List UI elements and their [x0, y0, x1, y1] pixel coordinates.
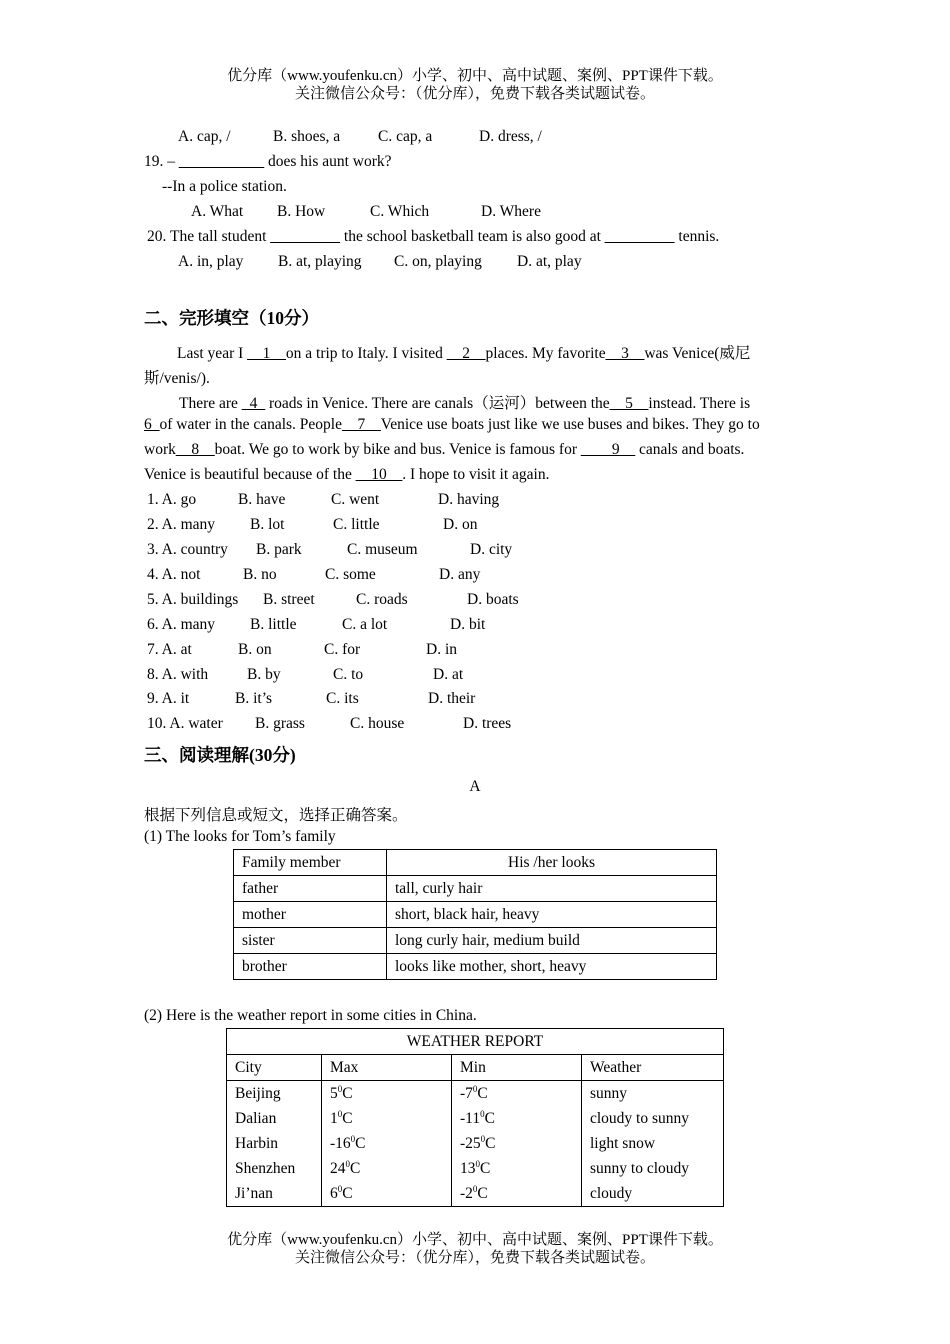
choice-6d: D. bit	[450, 616, 486, 633]
table-cell: light snow	[582, 1131, 724, 1156]
choice-1d: D. having	[438, 491, 500, 508]
table-cell: $13^0C$	[452, 1156, 582, 1181]
choice-5c: C. roads	[356, 591, 408, 608]
cloze-line4: 6_of water in the canals. People__7__Venice use boats just like we use buses and bikes. They go to	[144, 416, 760, 433]
weather-title: WEATHER REPORT	[227, 1029, 724, 1055]
section3-title: 三、阅读理解(30分)	[144, 745, 296, 765]
table-cell: long curly hair, medium build	[387, 928, 717, 954]
table-cell: Ji’nan	[227, 1181, 322, 1207]
q18-option-a: A. cap, /	[178, 128, 231, 145]
page-header-line2: 关注微信公众号：（优分库），免费下载各类试题试卷。	[294, 86, 655, 102]
table-cell: sister	[234, 928, 387, 954]
choice-10d: D. trees	[463, 715, 512, 732]
cloze-line2: 斯/venis/).	[144, 370, 210, 387]
choice-2b: B. lot	[250, 516, 285, 533]
table-cell: Dalian	[227, 1106, 322, 1131]
choice-3d: D. city	[470, 541, 513, 558]
choice-9c: C. its	[326, 690, 359, 707]
choice-6c: C. a lot	[342, 616, 388, 633]
q18-option-b: B. shoes, a	[273, 128, 341, 145]
table-cell: cloudy	[582, 1181, 724, 1207]
q20-question: 20. The tall student _________ the school basketball team is also good at _________ tennis.	[147, 228, 720, 245]
table-row	[227, 1029, 724, 1055]
page-footer-line1: 优分库（www.youfenku.cn）小学、初中、高中试题、案例、PPT课件下载。	[227, 1232, 723, 1248]
table-row	[234, 850, 717, 876]
choice-8b: B. by	[247, 666, 281, 683]
q20-option-b: B. at, playing	[278, 253, 362, 270]
choice-4d: D. any	[439, 566, 481, 583]
table-cell: $-11^0C$	[452, 1106, 582, 1131]
choice-7a: 7. A. at	[147, 641, 192, 658]
choice-7d: D. in	[426, 641, 457, 658]
choice-9a: 9. A. it	[147, 690, 190, 707]
q20-option-d: D. at, play	[517, 253, 582, 270]
choice-10b: B. grass	[255, 715, 305, 732]
table-row	[234, 876, 717, 902]
section2-title: 二、完形填空（10分）	[144, 308, 319, 328]
table-row	[227, 1106, 724, 1131]
choice-9d: D. their	[428, 690, 476, 707]
table-cell: $-16^0C$	[322, 1131, 452, 1156]
weather-header-min: Min	[452, 1055, 582, 1081]
table-cell: $1^0C$	[322, 1106, 452, 1131]
page-header-line1: 优分库（www.youfenku.cn）小学、初中、高中试题、案例、PPT课件下载。	[227, 68, 723, 84]
cloze-line3: There are _4_ roads in Venice. There are canals（运河）between the__5__instead. There is	[179, 395, 751, 412]
table-cell: $-2^0C$	[452, 1181, 582, 1207]
table-row	[227, 1131, 724, 1156]
part-a-label: A	[469, 778, 481, 795]
choice-3b: B. park	[256, 541, 302, 558]
table-row	[227, 1181, 724, 1207]
table-cell: $6^0C$	[322, 1181, 452, 1207]
looks-caption: (1) The looks for Tom’s family	[144, 828, 336, 845]
cloze-line5: work__8__boat. We go to work by bike and bus. Venice is famous for ____9__ canals and boats.	[144, 441, 745, 458]
q19-option-c: C. Which	[370, 203, 430, 220]
choice-2a: 2. A. many	[147, 516, 216, 533]
table-cell: $24^0C$	[322, 1156, 452, 1181]
looks-header-member: Family member	[234, 850, 387, 876]
choice-3a: 3. A. country	[147, 541, 228, 558]
table-cell: Shenzhen	[227, 1156, 322, 1181]
q19-option-b: B. How	[277, 203, 326, 220]
table-row	[234, 902, 717, 928]
table-cell: mother	[234, 902, 387, 928]
table-cell: tall, curly hair	[387, 876, 717, 902]
table-cell: Harbin	[227, 1131, 322, 1156]
page-footer-line2: 关注微信公众号：（优分库），免费下载各类试题试卷。	[294, 1250, 655, 1266]
q20-option-a: A. in, play	[178, 253, 244, 270]
table-cell: $-25^0C$	[452, 1131, 582, 1156]
q18-option-d: D. dress, /	[479, 128, 542, 145]
table-cell: cloudy to sunny	[582, 1106, 724, 1131]
choice-2c: C. little	[333, 516, 380, 533]
weather-caption: (2) Here is the weather report in some cities in China.	[144, 1007, 477, 1024]
table-cell: father	[234, 876, 387, 902]
q18-option-c: C. cap, a	[378, 128, 433, 145]
weather-table	[226, 1028, 724, 1207]
choice-6b: B. little	[250, 616, 297, 633]
table-cell: Beijing	[227, 1081, 322, 1107]
choice-6a: 6. A. many	[147, 616, 216, 633]
choice-8d: D. at	[433, 666, 464, 683]
table-cell: $5^0C$	[322, 1081, 452, 1107]
q19-question: 19. – ___________ does his aunt work?	[144, 153, 392, 170]
choice-1b: B. have	[238, 491, 286, 508]
q19-option-a: A. What	[191, 203, 244, 220]
weather-header-max: Max	[322, 1055, 452, 1081]
cloze-line6: Venice is beautiful because of the __10__. I hope to visit it again.	[144, 466, 550, 483]
q19-option-d: D. Where	[481, 203, 541, 220]
table-row	[234, 928, 717, 954]
reading-instruction: 根据下列信息或短文，选择正确答案。	[144, 807, 408, 824]
cloze-line1: Last year I __1__on a trip to Italy. I visited __2__places. My favorite__3__was Venice(威尼	[177, 345, 751, 362]
table-cell: looks like mother, short, heavy	[387, 954, 717, 980]
table-cell: $-7^0C$	[452, 1081, 582, 1107]
table-row	[234, 954, 717, 980]
choice-4b: B. no	[243, 566, 277, 583]
table-row	[227, 1081, 724, 1107]
table-row	[227, 1055, 724, 1081]
choice-1a: 1. A. go	[147, 491, 197, 508]
choice-9b: B. it’s	[235, 690, 273, 707]
choice-5d: D. boats	[467, 591, 519, 608]
choice-4c: C. some	[325, 566, 376, 583]
table-cell: short, black hair, heavy	[387, 902, 717, 928]
choice-5b: B. street	[263, 591, 315, 608]
choice-3c: C. museum	[347, 541, 418, 558]
choice-8c: C. to	[333, 666, 364, 683]
q19-answer: --In a police station.	[162, 178, 287, 195]
table-row	[227, 1156, 724, 1181]
table-cell: sunny to cloudy	[582, 1156, 724, 1181]
choice-7c: C. for	[324, 641, 361, 658]
choice-10c: C. house	[350, 715, 405, 732]
table-cell: sunny	[582, 1081, 724, 1107]
choice-1c: C. went	[331, 491, 380, 508]
choice-5a: 5. A. buildings	[147, 591, 239, 608]
looks-header-looks: His /her looks	[387, 850, 717, 876]
choice-8a: 8. A. with	[147, 666, 209, 683]
weather-header-weather: Weather	[582, 1055, 724, 1081]
table-cell: brother	[234, 954, 387, 980]
choice-4a: 4. A. not	[147, 566, 201, 583]
choice-2d: D. on	[443, 516, 478, 533]
choice-7b: B. on	[238, 641, 272, 658]
looks-table	[233, 849, 717, 980]
weather-header-city: City	[227, 1055, 322, 1081]
q20-option-c: C. on, playing	[394, 253, 482, 270]
choice-10a: 10. A. water	[147, 715, 223, 732]
